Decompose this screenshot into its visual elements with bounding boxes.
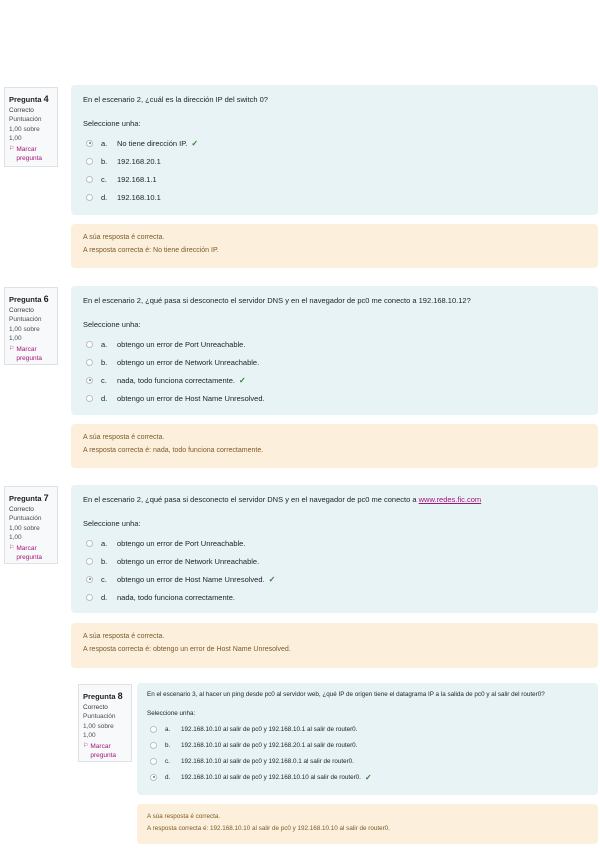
feedback-status: A súa resposta é correcta. [83,633,165,640]
radio-button[interactable] [86,158,93,165]
flag-question-link[interactable]: ⚐ Marcar pregunta [9,145,43,163]
question-info [78,684,132,762]
question-info [4,287,58,365]
answer-prompt: Seleccione unha: [147,710,196,717]
answer-option-b[interactable]: b. obtengo un error de Network Unreachable. [83,353,586,371]
answer-option-c[interactable]: c. obtengo un error de Host Name Unresolved. ✓ [83,570,586,588]
question-formulation [71,286,598,415]
correct-check-icon: ✓ [268,574,276,584]
correct-check-icon: ✓ [364,772,372,782]
question-text: En el escenario 3, al hacer un ping desde pc0 al servidor web, ¿qué IP de origen tiene el datagrama IP a la salida de pc0 y al salir del router0? [147,691,545,698]
question-grade: Puntuación 1,00 sobre 1,00 [9,515,42,542]
url-link[interactable]: www.redes.fic.com [418,495,482,504]
question-state: Correcto [9,107,34,115]
radio-button[interactable] [86,359,93,366]
answer-option-b[interactable]: b. obtengo un error de Network Unreachable. [83,552,586,570]
flag-icon: ⚐ [9,145,15,152]
feedback-status: A súa resposta é correcta. [83,234,165,241]
question-formulation [71,485,598,613]
answer-option-d[interactable]: d. obtengo un error de Host Name Unresolved. [83,389,586,407]
radio-button[interactable] [86,341,93,348]
correct-check-icon: ✓ [191,138,199,148]
question-number: Pregunta 8 [83,691,123,701]
radio-button[interactable] [150,726,157,733]
answer-prompt: Seleccione unha: [83,519,141,528]
radio-button[interactable] [86,540,93,547]
radio-button[interactable] [150,758,157,765]
answer-option-c[interactable]: c. 192.168.1.1 [83,170,586,188]
question-number: Pregunta 6 [9,294,49,304]
flag-icon: ⚐ [9,345,15,352]
answer-feedback [137,804,598,844]
question-text: En el escenario 2, ¿qué pasa si desconecto el servidor DNS y en el navegador de pc0 me conecto a 192.168.10.12? [83,296,471,305]
answer-feedback [71,424,598,468]
radio-button-checked[interactable] [86,576,93,583]
radio-button[interactable] [86,176,93,183]
answer-feedback [71,623,598,668]
correct-answer-text: A resposta correcta é: obtengo un error de Host Name Unresolved. [83,645,291,653]
radio-button[interactable] [86,594,93,601]
radio-button-checked[interactable] [86,140,93,147]
flag-question-link[interactable]: ⚐ Marcar pregunta [83,742,117,760]
question-grade: Puntuación 1,00 sobre 1,00 [9,116,42,143]
question-grade: Puntuación 1,00 sobre 1,00 [9,316,42,343]
answer-option-a[interactable]: a. 192.168.10.10 al salir de pc0 y 192.168.10.1 al salir de router0. [147,721,588,737]
flag-icon: ⚐ [9,544,15,551]
question-info [4,87,58,167]
correct-answer-text: A resposta correcta é: 192.168.10.10 al salir de pc0 y 192.168.10.10 al salir de router0. [147,824,390,832]
answer-option-d[interactable]: d. 192.168.10.10 al salir de pc0 y 192.168.10.10 al salir de router0. ✓ [147,769,588,785]
flag-question-link[interactable]: ⚐ Marcar pregunta [9,345,43,363]
answer-prompt: Seleccione unha: [83,320,141,329]
answer-option-a[interactable]: a. obtengo un error de Port Unreachable. [83,335,586,353]
flag-icon: ⚐ [83,742,89,749]
answer-option-d[interactable]: d. nada, todo funciona correctamente. [83,588,586,606]
question-grade: Puntuación 1,00 sobre 1,00 [83,713,116,740]
question-state: Correcto [83,704,108,712]
radio-button[interactable] [86,558,93,565]
answer-option-b[interactable]: b. 192.168.20.1 [83,152,586,170]
question-formulation [71,85,598,215]
answer-prompt: Seleccione unha: [83,119,141,128]
radio-button-checked[interactable] [86,377,93,384]
radio-button[interactable] [86,194,93,201]
answer-option-a[interactable]: a. obtengo un error de Port Unreachable. [83,534,586,552]
answer-option-c[interactable]: c. 192.168.10.10 al salir de pc0 y 192.168.0.1 al salir de router0. [147,753,588,769]
correct-answer-text: A resposta correcta é: No tiene dirección IP. [83,246,219,254]
question-state: Correcto [9,307,34,315]
feedback-status: A súa resposta é correcta. [147,813,221,820]
correct-check-icon: ✓ [239,375,246,385]
question-info [4,486,58,564]
correct-answer-text: A resposta correcta é: nada, todo funciona correctamente. [83,446,264,454]
question-number: Pregunta 4 [9,94,49,104]
answer-feedback [71,224,598,268]
answer-option-c[interactable]: c. nada, todo funciona correctamente. ✓ [83,371,586,389]
feedback-status: A súa resposta é correcta. [83,434,165,441]
question-state: Correcto [9,506,34,514]
question-formulation [137,683,598,795]
radio-button[interactable] [86,395,93,402]
question-text: En el escenario 2, ¿cuál es la dirección IP del switch 0? [83,95,268,104]
question-number: Pregunta 7 [9,493,49,503]
flag-question-link[interactable]: ⚐ Marcar pregunta [9,544,43,562]
answer-option-d[interactable]: d. 192.168.10.1 [83,188,586,206]
answer-option-a[interactable]: a. No tiene dirección IP. ✓ [83,134,586,152]
radio-button[interactable] [150,742,157,749]
question-text: En el escenario 2, ¿qué pasa si desconecto el servidor DNS y en el navegador de pc0 me conecto a www.redes.fic.com [83,495,482,504]
radio-button-checked[interactable] [150,774,157,781]
answer-option-b[interactable]: b. 192.168.10.10 al salir de pc0 y 192.168.20.1 al salir de router0. [147,737,588,753]
